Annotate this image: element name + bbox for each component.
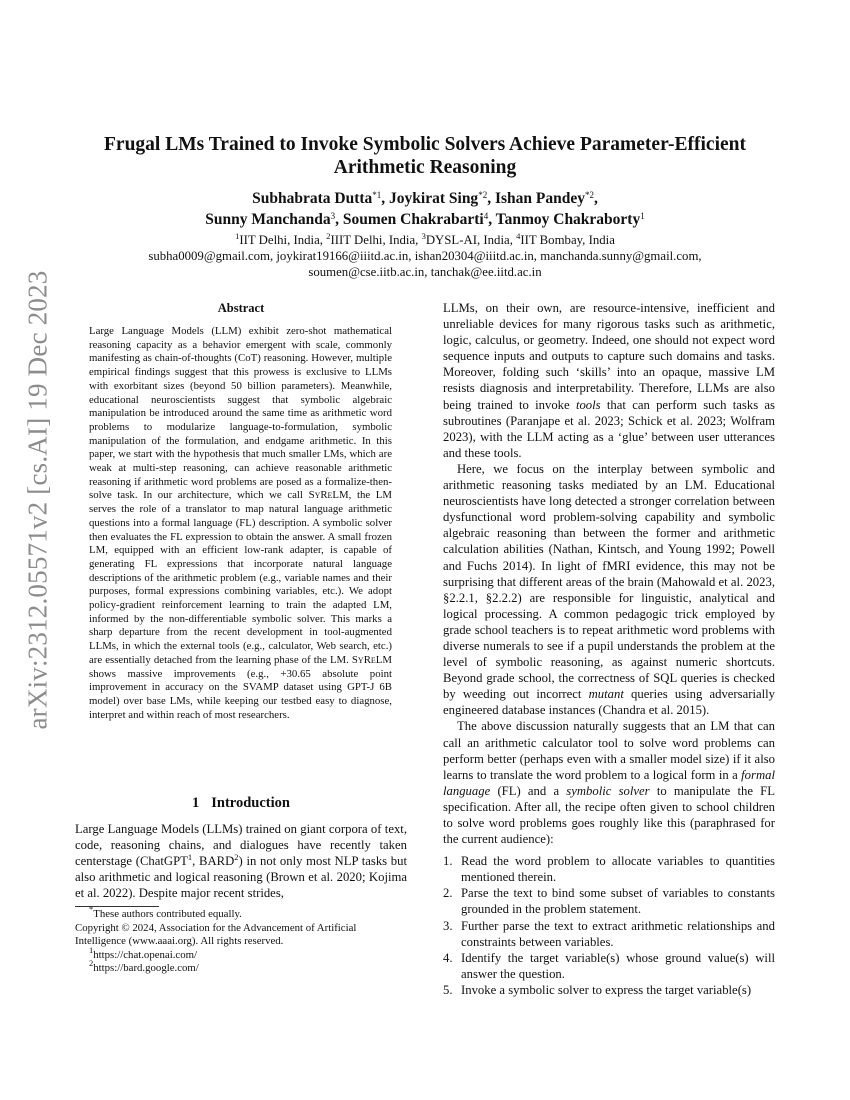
section-heading-introduction bbox=[75, 795, 407, 812]
solution-steps-list bbox=[443, 853, 775, 998]
author-name: Joykirat Sing bbox=[389, 190, 479, 207]
arxiv-identifier: arXiv:2312.05571v2 [cs.AI] 19 Dec 2023 bbox=[22, 270, 53, 730]
list-item: 3. Further parse the text to extract arithmetic relationships and constraints between variables. bbox=[443, 918, 775, 949]
footnote-link[interactable]: https://chat.openai.com/ bbox=[93, 948, 197, 961]
footnote-2: $^2$https://bard.google.com/ bbox=[89, 958, 199, 975]
affiliations bbox=[70, 232, 780, 280]
footnotes bbox=[75, 904, 407, 976]
author-mark: 4 bbox=[483, 211, 489, 221]
author-mark: *2 bbox=[584, 190, 594, 200]
system-name: SyReLM bbox=[308, 489, 349, 502]
footnote-1: $^1$https://chat.openai.com/ bbox=[89, 944, 197, 961]
paper-title: Frugal LMs Trained to Invoke Symbolic Solvers Achieve Parameter-Efficient Arithmetic Reasoning bbox=[104, 134, 746, 178]
body-paragraph: The above discussion naturally suggests that an LM that can call an arithmetic calculator tool to solve word problems can perform better (perhaps even with a smaller model size) if it also learns to translate the word problem to a logical form in a formal language (FL) and a symbolic solver to manipulate the FL specification. After all, the recipe often given to school children to solve word problems goes roughly like this (paraphrased for the current audience): bbox=[443, 719, 775, 847]
author-name: Ishan Pandey bbox=[494, 190, 585, 207]
body-paragraph: Here, we focus on the interplay between symbolic and arithmetic reasoning tasks mediated by an LM. Educational neuroscientists have long detected a stronger correlation between dysfunctional word problem-solving capability and symbolic algebraic reasoning than between the former and arithmetic calculation abilities (Nathan, Kintsch, and Young 1992; Powell and Fuchs 2014). In light of fMRI evidence, this may not be surprising that different areas of the brain (Mahowald et al. 2023, §2.2.1, §2.2.2) are responsible for linguistic, analytical and logical processing. A common pedagogic trick employed by grade school teachers is to repeat arithmetic word problems with diverse numerals to see if a pupil understands the problem at the level of symbolic reasoning, as against numeric shortcuts. Beyond grade school, the correctness of SQL queries is checked by weeding out incorrect mutant queries using adversarially engineered database instances (Chandra et al. 2015). bbox=[443, 461, 775, 718]
list-item: 1. Read the word problem to allocate variables to quantities mentioned therein. bbox=[443, 854, 775, 885]
author-name: Subhabrata Dutta bbox=[252, 190, 373, 207]
author-mark: 1 bbox=[640, 211, 645, 221]
footnote-ref: 2 bbox=[234, 852, 239, 863]
section-number: 1 bbox=[192, 795, 200, 811]
section-title: Introduction bbox=[211, 795, 290, 811]
footnote-link[interactable]: https://bard.google.com/ bbox=[93, 962, 199, 975]
author-list: Subhabrata Dutta$^{*1}$, Joykirat Sing$^{*2}$, Ishan Pandey$^{*2}$, Sunny Manchanda$^3$, Soumen Chakrabarti$^4$, Tanmoy Chakraborty$^1$ bbox=[205, 190, 645, 228]
right-column bbox=[443, 300, 775, 998]
footnote-ref: 1 bbox=[187, 852, 193, 863]
footnote-equal: *These authors contributed equally. bbox=[89, 904, 242, 920]
email-line: subha0009@gmail.com, joykirat19166@iiitd.ac.in, ishan20304@iiitd.ac.in, manchanda.sunny@gmail.com, bbox=[148, 249, 702, 263]
list-item: 4. Identify the target variable(s) whose ground value(s) will answer the question. bbox=[443, 950, 775, 981]
affiliation-line: $^1$IIT Delhi, India, $^2$IIIT Delhi, India, $^3$DYSL-AI, India, $^4$IIT Bombay, India bbox=[235, 231, 615, 247]
abstract-text: Large Language Models (LLM) exhibit zero-shot mathematical reasoning capacity as a behavior emergent with scale, commonly manifesting as chain-of-thoughts (CoT) reasoning. However, multiple empirical findings suggest that this prowess is exclusive to LLMs with exorbitant sizes (beyond 50 billion parameters). Meanwhile, educational neuroscientists suggest that symbolic algebraic manipulation be introduced around the same time as arithmetic word problems to modularize language-to-formulation, symbolic manipulation of the formulation, and endgame arithmetic. In this paper, we start with the hypothesis that much smaller LMs, which are weak at multi-step reasoning, can achieve reasonable arithmetic reasoning if arithmetic word problems are posed as a formalize-then-solve task. In our architecture, which we call SyReLM, the LM serves the role of a translator to map natural language arithmetic questions into a formal language (FL) description. A symbolic solver then evaluates the FL expression to obtain the answer. A small frozen LM, equipped with an efficient low-rank adapter, is capable of generating FL expressions that incorporate natural language descriptions of the arithmetic problem (e.g., variable names and their purposes, formal expressions combining variables, etc.). We adopt policy-gradient reinforcement learning to train the adapted LM, informed by the non-differentiable symbolic solver. This marks a sharp departure from the recent development in tool-augmented LLMs, in which the external tools (e.g., calculator, Web search, etc.) are essentially detached from the learning phase of the LM. SyReLM shows massive improvements (e.g., +30.65 absolute point improvement in accuracy on the SVAMP dataset using GPT-J 6B model) over base LMs, while keeping our testbed easy to diagnose, interpret and within reach of most researchers. bbox=[89, 325, 392, 721]
list-item: 5. Invoke a symbolic solver to express the target variable(s) bbox=[443, 982, 752, 997]
abstract-heading: Abstract bbox=[217, 301, 265, 315]
email-line: soumen@cse.iitb.ac.in, tanchak@ee.iitd.ac.in bbox=[308, 265, 542, 279]
system-name: SyReLM bbox=[351, 653, 392, 666]
introduction-paragraph: Large Language Models (LLMs) trained on giant corpora of text, code, reasoning chains, and dialogues have recently taken centerstage (ChatGPT$^1$, BARD$^2$) in not only most NLP tasks but also arithmetic and logical reasoning (Brown et al. 2020; Kojima et al. 2022). Despite major recent strides, bbox=[75, 822, 408, 901]
author-mark: *1 bbox=[372, 190, 382, 200]
copyright-notice: Copyright © 2024, Association for the Advancement of Artificial Intelligence (www.aaai.org). All rights reserved. bbox=[75, 921, 357, 948]
author-name: Tanmoy Chakraborty bbox=[495, 211, 641, 228]
list-item: 2. Parse the text to bind some subset of variables to constants grounded in the problem statement. bbox=[443, 886, 775, 917]
footnote-divider bbox=[75, 906, 159, 907]
author-mark: *2 bbox=[478, 190, 488, 200]
body-paragraph: LLMs, on their own, are resource-intensive, inefficient and unreliable devices for many rigorous tasks such as arithmetic, logic, calculus, or geometry. Indeed, one should not expect word sequence inputs and outputs to capture such domains and tasks. Moreover, folding such ‘skills’ into an opaque, massive LM resists diagnosis and interpretability. Therefore, LLMs are also being trained to invoke tools that can perform such tasks as subroutines (Paranjape et al. 2023; Schick et al. 2023; Wolfram 2023), with the LLM acting as a ‘glue’ between user utterances and these tools. bbox=[443, 301, 775, 460]
author-mark: 3 bbox=[330, 211, 336, 221]
author-name: Sunny Manchanda bbox=[205, 211, 331, 228]
arxiv-sidebar bbox=[8, 270, 68, 730]
author-name: Soumen Chakrabarti bbox=[342, 211, 484, 228]
